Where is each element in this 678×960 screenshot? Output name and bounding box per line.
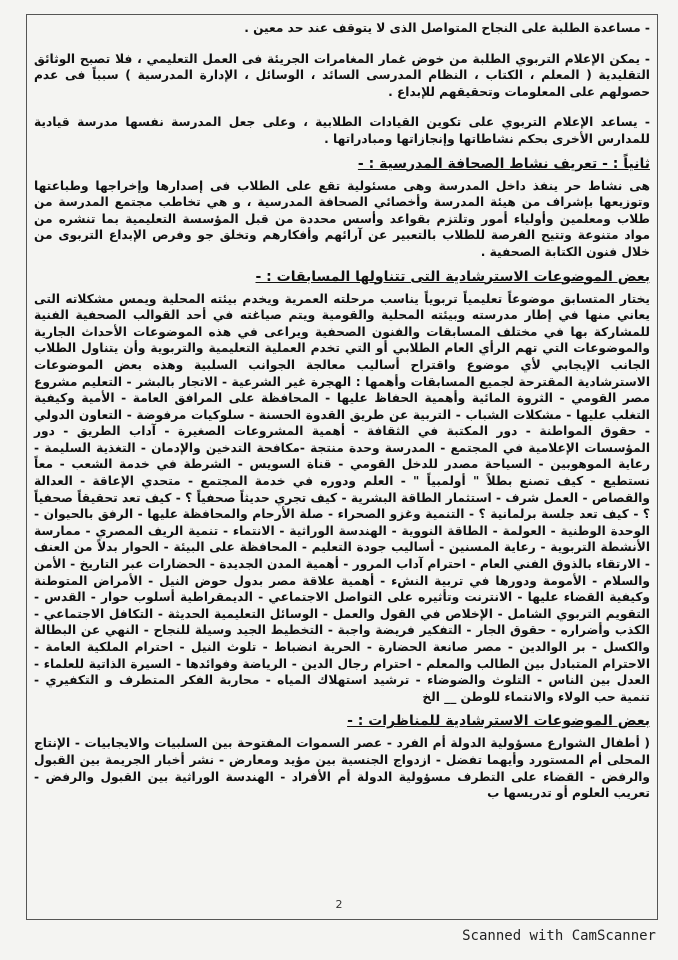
page-content [34, 20, 650, 802]
page-number: 2 [335, 898, 343, 911]
section-heading-competition-topics: بعض الموضوعات الاسترشادية التى تتناولها المسابقات : - [255, 268, 650, 285]
bullet-item: - يساعد الإعلام التربوي على تكوين القيادات الطلابية ، وعلى جعل المدرسة نفسها مدرسة قيادية للمدارس الأخرى بحكم نشاطاتها وإنجازاتها ومبادراتها . [34, 115, 650, 146]
camscanner-watermark: Scanned with CamScanner [462, 928, 656, 944]
section-body-debate-topics: ( أطفال الشوارع مسؤولية الدولة أم الفرد - عصر السموات المفتوحة بين السلبيات والايجابيات - الإنتاج المحلى أم المستورد وأيهما تفضل - ازدواج الجنسية بين مؤيد ومعارض - نشر أخبار الجريمة بين القبول والرفض - القضاء على التطرف مسؤولية الدولة أم الأفراد - الهندسة الوراثية بين القبول والرفض - تعريب العلوم أو تدريسها ب [34, 736, 650, 801]
section-body-competition-topics: يختار المتسابق موضوعاً تعليمياً تربوياً يناسب مرحلته العمرية ويخدم بيئته المحلية ويمس مشكلاته التى يعاني منها في إطار مدرسته وبيئته المحلية والقومية ويتم صياغته في أحد القوالب الصحفية الفنية للمشاركة بها في مختلف المسابقات والفنون الصحفية ويراعى في هذه الموضوعات الأحداث الجارية والموضوعات التي تهم الرأي العام الطلابي أو التي تخدم العملية التعليمية والتربوية وأن يتناول الطلاب الجانب الإيجابي لأي موضوع واقتراح أساليب معالجة الجوانب السلبية وهذه بعض الموضوعات الاسترشادية المقترحة لجميع المسابقات وأهمها : الهجرة غير الشرعية - الاتجار بالبشر - التعليم مشروع مصر القومي - الثروة المائية وأهمية الحفاظ عليها - المحافظة على المرافق العامة - الأمية وكيفية التغلب عليها - مشكلات الشباب - التربية عن طريق القدوة الحسنة - سلوكيات مرفوضة - التعاون الدولي - حقوق المواطنة - دور المكتبة في الثقافة - أهمية المشروعات الصغيرة - آداب الطريق - دور المؤسسات الإعلامية في المجتمع - المدرسة وحدة منتجة -مكافحة التدخين والإدمان - التغذية السليمة - رعاية الموهوبين - السياحة مصدر للدخل القومي - قناة السويس - الشرطة في خدمة الشعب - معاً نستطيع - كيف تصنع بطلاً " أولمبياً " - العلم ودوره في خدمة المجتمع - متحدي الإعاقة - العدالة والقصاص - العمل شرف - استثمار الطاقة البشرية - كيف تجري حديثاً صحفياً ؟ - كيف تعد تحقيقاً صحفياً ؟ - كيف تعد جلسة برلمانية ؟ - التنمية وغزو الصحراء - صلة الأرحام والمحافظة عليها - الرفق بالحيوان - الوحدة الوطنية - العولمة - الطاقة النووية - الهندسة الوراثية - الانتماء - تنمية الريف المصري - ممارسة الأنشطة التربوية - رعاية المسنين - أساليب جودة التعليم - المحافظة على البيئة - الحوار بدلاً من العنف - الارتقاء بالذوق الفني العام - احترام آداب المرور - أهمية المدن الجديدة - الحضارات عبر التاريخ - الأمن والسلام - الأمومة ودورها في تربية النشء - أهمية علاقة مصر بدول حوض النيل - الأمراض المتوطنة وكيفية القضاء عليها - الانترنت وتأثيره على التواصل الاجتماعي - الديمقراطية أسلوب حوار - القدس - التقويم التربوي الشامل - الإخلاص في القول والعمل - الوسائل التعليمية الحديثة - التكافل الاجتماعي - الكذب وأضراره - حقوق الجار - التفكير فريضة واجبة - التخطيط الجيد وسيلة للنجاح - النهي عن البطالة والكسل - بر الوالدين - مصر صانعة الحضارة - الحرية انضباط - تلوث النيل - احترام الملكية العامة - الاحترام المتبادل بين الطالب والمعلم - احترام رجال الدين - الرياضة وفوائدها - السيرة الذاتية للعلماء - العدل بين الناس - التلوث والضوضاء - ترشيد استهلاك المياه - محاربة الفكر المتطرف و التكفيري - تنمية حب الولاء والانتماء للوطن __ الخ [34, 291, 650, 704]
section-body-press-definition: هى نشاط حر ينفذ داخل المدرسة وهى مسئولية تقع على الطلاب فى إصدارها وإخراجها وطباعتها وتوزيعها بإشراف من هيئة المدرسة وأخصائي الصحافة المدرسية ، و هي تخاطب مجتمع المدرسة من طلاب ومعلمين وأولياء أمور وتلتزم بقواعد وأسس محددة من قبل المؤسسة التعليمية بما تنشره من مواد متنوعة وتتيح الفرصة للطلاب بالتعبير عن آرائهم وأفكارهم وتخلق جو وفرص الإبداع التربوى من خلال فنون الكتابة الصحفية . [34, 178, 650, 259]
bullet-item: - مساعدة الطلبة على النجاح المتواصل الذى لا يتوقف عند حد معين . [244, 21, 650, 35]
bullet-item: - يمكن الإعلام التربوي الطلبة من خوض غمار المغامرات الجريئة فى العمل التعليمي ، فلا تصبح الوثائق التقليدية ( المعلم ، الكتاب ، النظام المدرسى السائد ، الوسائل ، الإدارة المدرسية ) سبباً فى عدم حصولهم على المعلومات وتحقيقهم للإبداع . [34, 51, 650, 99]
section-heading-press-definition: ثانياً : - تعريف نشاط الصحافة المدرسية : - [357, 155, 650, 172]
section-heading-debate-topics: بعض الموضوعات الاسترشادية للمناظرات : - [347, 713, 650, 730]
